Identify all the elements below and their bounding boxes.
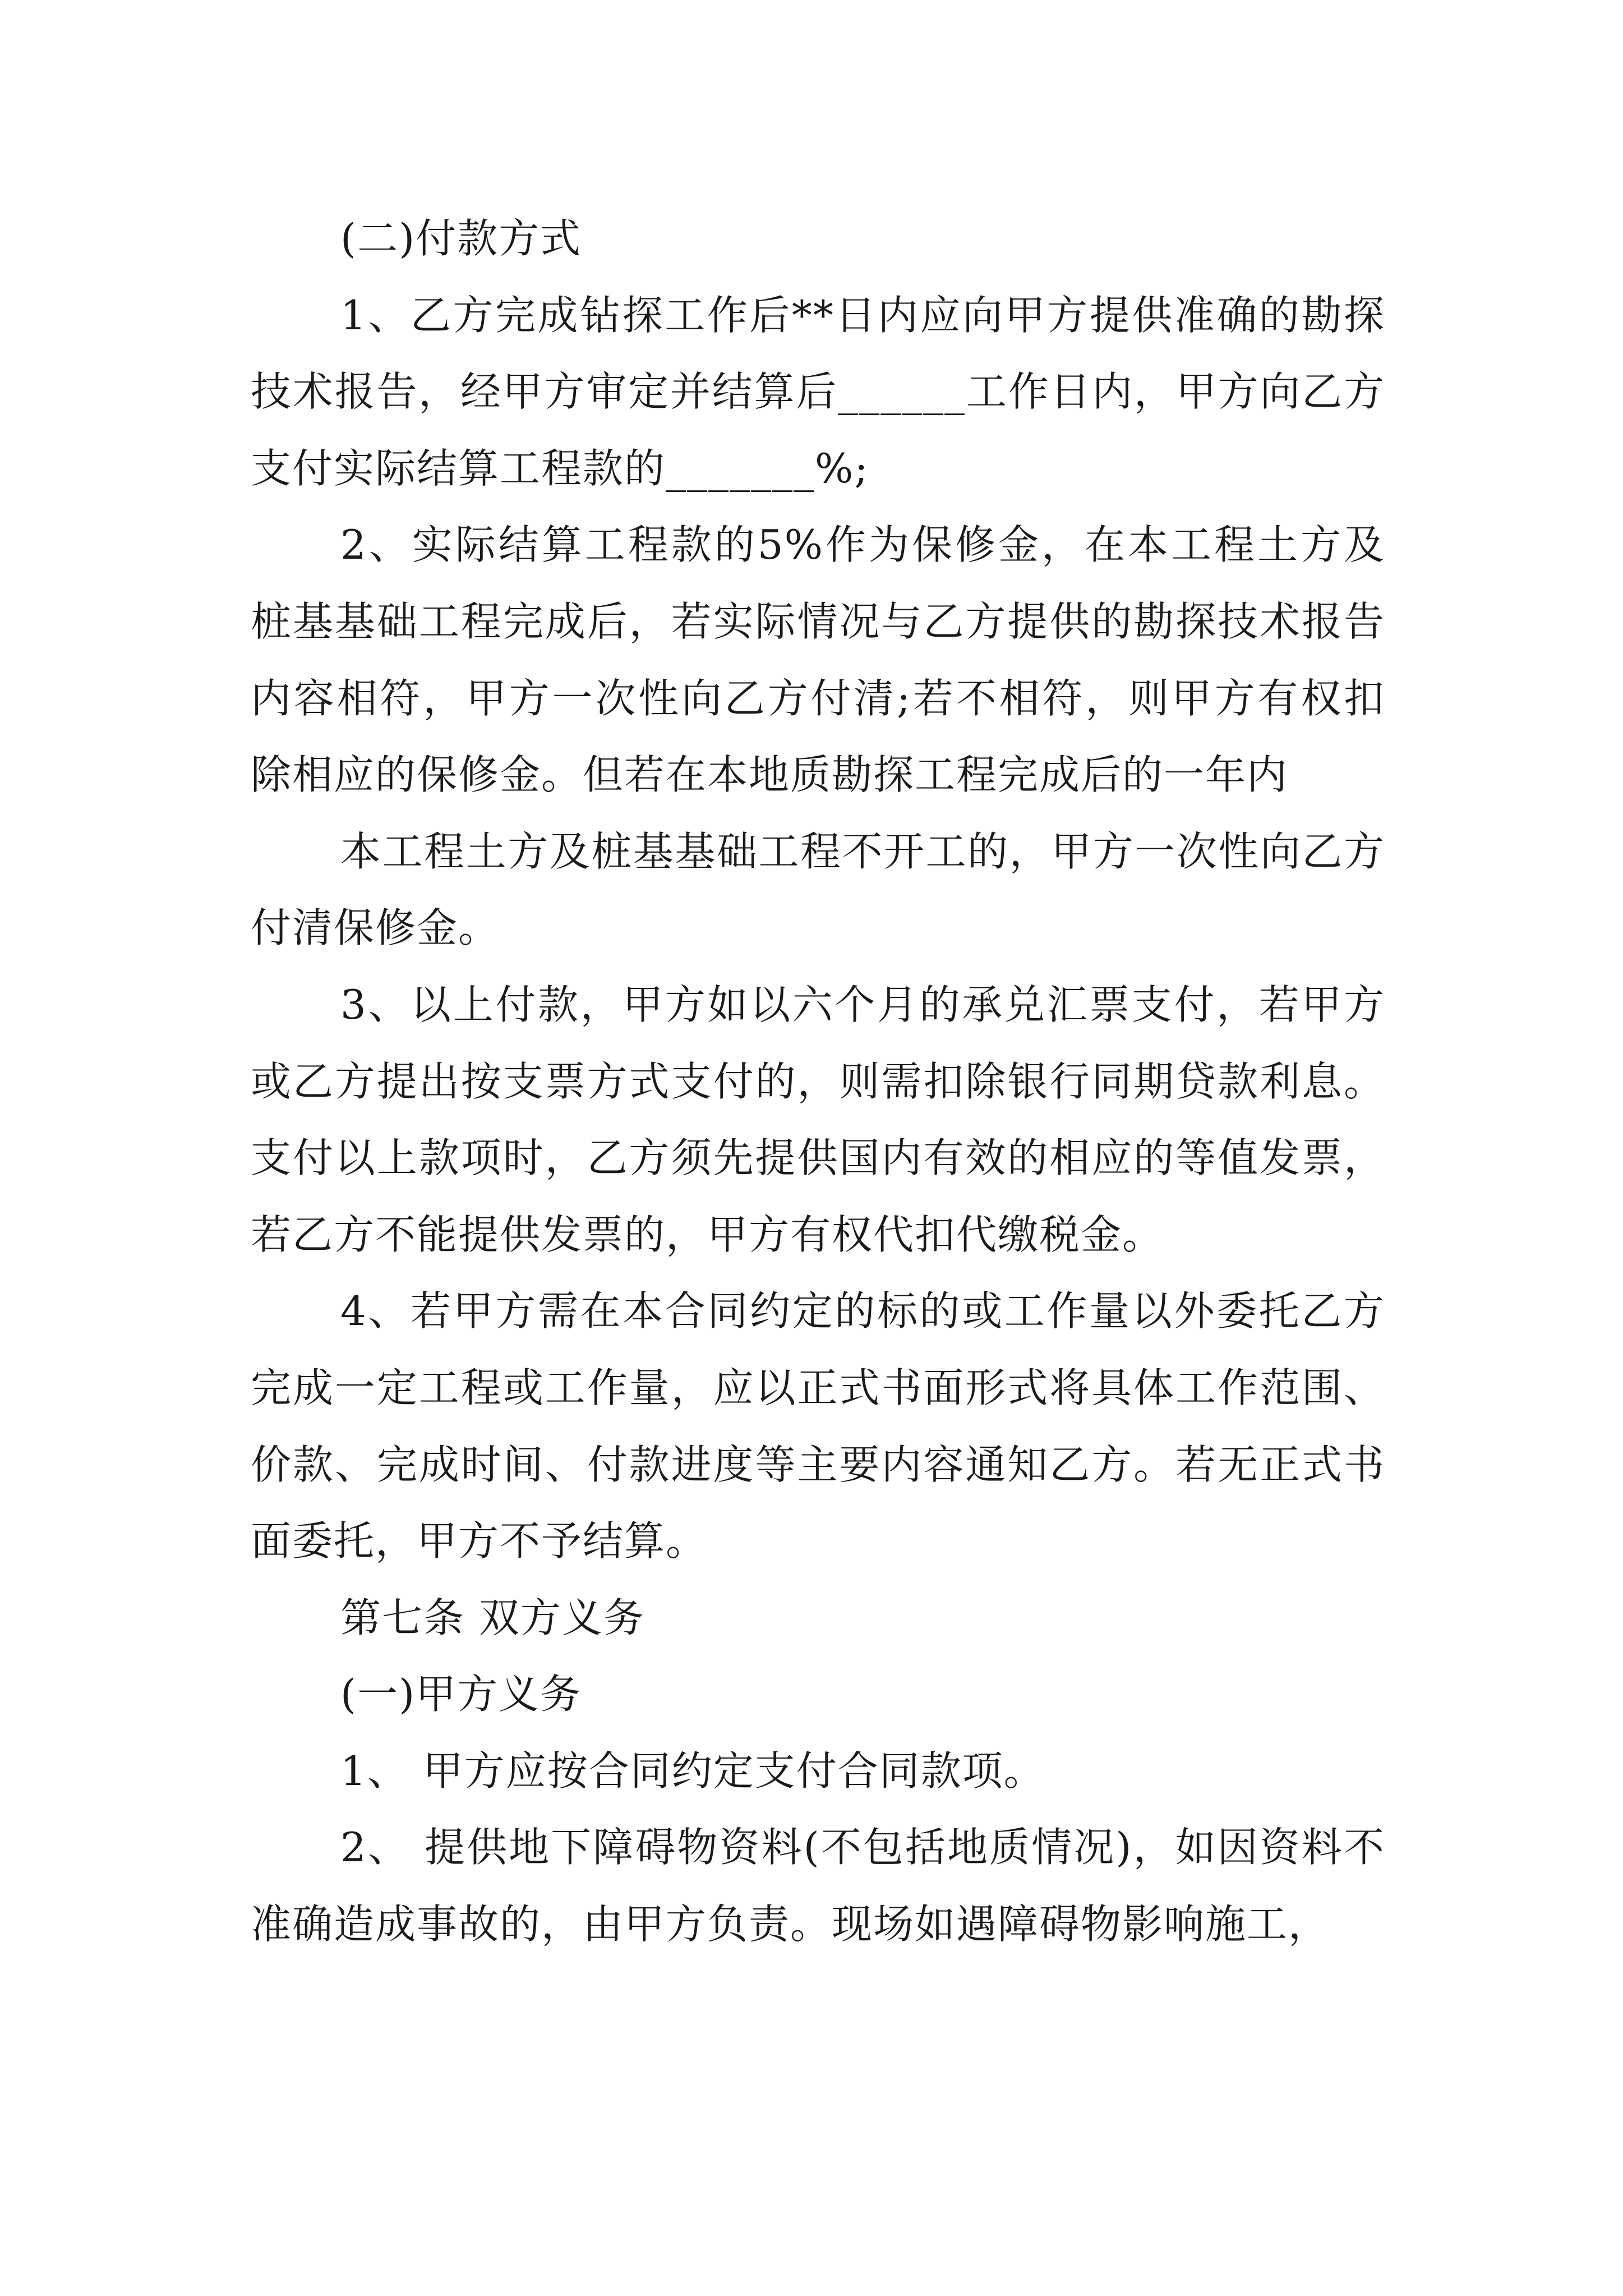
document-page (251, 200, 1385, 1963)
paragraph-obligation-1: 1、 甲方应按合同约定支付合同款项。 (340, 1747, 1045, 1795)
paragraph-payment-4: 4、若甲方需在本合同约定的标的或工作量以外委托乙方完成一定工程或工作量，应以正式书面形式将具体工作范围、价款、完成时间、付款进度等主要内容通知乙方。若无正式书面委托，甲方不予结算。 (251, 1287, 1385, 1565)
paragraph-payment-1: 1、乙方完成钻探工作后**日内应向甲方提供准确的勘探技术报告，经甲方审定并结算后______工作日内，甲方向乙方支付实际结算工程款的_______%; (251, 291, 1385, 492)
section-heading-party-a-obligations: (一)甲方义务 (340, 1671, 582, 1718)
paragraph-payment-2: 2、实际结算工程款的5%作为保修金，在本工程土方及桩基基础工程完成后，若实际情况与乙方提供的勘探技术报告内容相符，甲方一次性向乙方付清;若不相符，则甲方有权扣除相应的保修金。但若在本地质勘探工程完成后的一年内 (251, 521, 1385, 799)
section-heading-payment-method: (二)付款方式 (340, 215, 582, 262)
article-heading-7: 第七条 双方义务 (340, 1594, 645, 1641)
paragraph-obligation-2: 2、 提供地下障碍物资料(不包括地质情况)，如因资料不准确造成事故的，由甲方负责。现场如遇障碍物影响施工， (251, 1824, 1385, 1948)
paragraph-payment-3: 3、以上付款，甲方如以六个月的承兑汇票支付，若甲方或乙方提出按支票方式支付的，则需扣除银行同期贷款利息。支付以上款项时，乙方须先提供国内有效的相应的等值发票，若乙方不能提供发票的，甲方有权代扣代缴税金。 (251, 981, 1385, 1258)
paragraph-payment-2-continued: 本工程土方及桩基基础工程不开工的，甲方一次性向乙方付清保修金。 (251, 827, 1385, 952)
